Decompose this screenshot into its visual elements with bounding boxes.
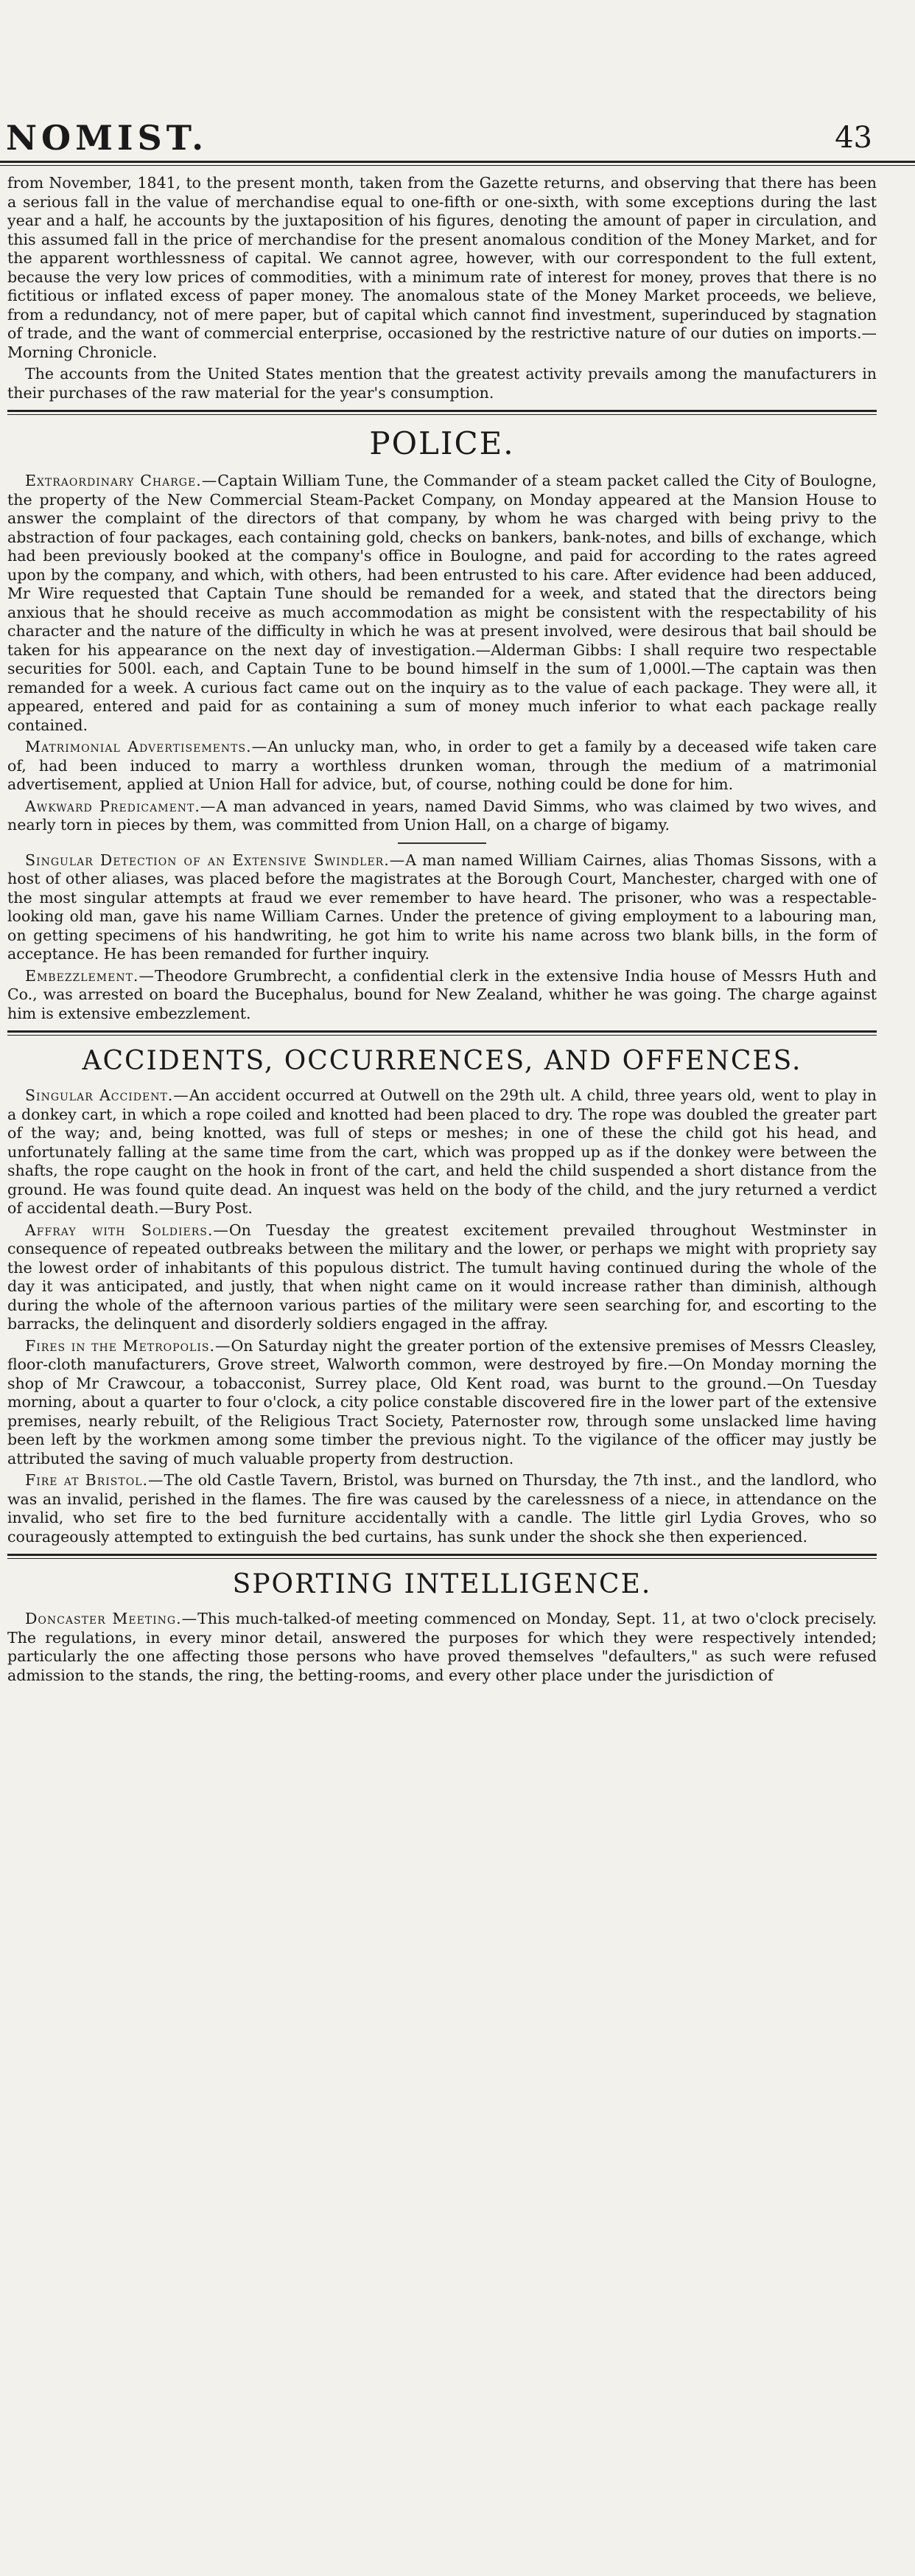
- page-number: 43: [835, 121, 872, 155]
- news-item: [7, 1610, 877, 1685]
- item-body: Theodore Grumbrecht, a confidential clerk in the extensive India house of Messrs Huth and Co., was arrested on board the Bucephalus, bound for New Zealand, whither he was going. The charge against him is extensive embezzlement.: [7, 966, 877, 1022]
- section-title-police: POLICE.: [369, 425, 515, 461]
- item-heading: Awkward Predicament.—: [25, 797, 217, 815]
- item-heading: Extraordinary Charge.—: [25, 472, 218, 489]
- masthead-rule-thin: [0, 165, 915, 166]
- section-divider: [7, 1030, 877, 1036]
- item-heading: Fires in the Metropolis.—: [25, 1336, 231, 1355]
- item-body: On Tuesday the greatest excitement prevailed throughout Westminster in consequence of repeated outbreaks between the military and the lower, or perhaps we might with propriety say the lowest order of inhabitants of this populous district. The tumult having continued during the whole of the day it was anticipated, and justly, that when night came on it would increase rather than diminish, although during the whole of the afternoon various parties of the military were seen searching for, and escorting to the barracks, the delinquent and disorderly soldiers engaged in the affray.: [7, 1221, 877, 1333]
- news-item: [7, 1337, 877, 1469]
- item-heading: Embezzlement.—: [25, 966, 155, 985]
- item-body: A man named William Cairnes, alias Thomas Sissons, with a host of other aliases, was placed before the magistrates at the Borough Court, Manchester, charged with one of the most singular attempts at fraud we ever remember to have heard. The prisoner, who was a respectable-looking old man, gave his name William Carnes. Under the pretence of giving employment to a labouring man, on getting specimens of his handwriting, he got him to write his name across two blank bills, in the form of acceptance. He has been remanded for further inquiry.: [7, 851, 877, 963]
- paper-name: NOMIST.: [6, 118, 208, 158]
- section-divider: [7, 1554, 877, 1559]
- news-item: [7, 851, 877, 964]
- item-heading: Matrimonial Advertisements.—: [25, 738, 268, 755]
- sporting-section: [7, 1610, 877, 1685]
- article-column: [7, 174, 877, 1688]
- item-heading: Fire at Bristol.—: [25, 1471, 164, 1489]
- item-heading: Singular Detection of an Extensive Swindler.—: [25, 851, 406, 869]
- item-body: A man advanced in years, named David Simms, who was claimed by two wives, and nearly torn in pieces by them, was committed from Union Hall, on a charge of bigamy.: [7, 797, 877, 834]
- intro-paragraph: from November, 1841, to the present month, taken from the Gazette returns, and observing that there has been a serious fall in the value of merchandise equal to one-fifth or one-sixth, with some exceptions during the last year and a half, he accounts by the juxtaposition of his figures, denoting the amount of paper in circulation, and this assumed fall in the price of merchandise for the present anomalous condition of the Money Market, and for the apparent worthlessness of capital. We cannot agree, however, with our correspondent to the full extent, because the very low prices of commodities, with a minimum rate of interest for money, proves that there is no fictitious or inflated excess of paper money. The anomalous state of the Money Market proceeds, we believe, from a redundancy, not of mere paper, but of capital which cannot find investment, superinduced by stagnation of trade, and the want of commercial enterprise, occasioned by the restrictive nature of our duties on imports.—Morning Chronicle.: [7, 174, 877, 361]
- intro-paragraph: The accounts from the United States mention that the greatest activity prevails among the manufacturers in their purchases of the raw material for the year's consumption.: [7, 365, 877, 402]
- item-divider: [398, 842, 486, 844]
- item-body: This much-talked-of meeting commenced on Monday, Sept. 11, at two o'clock precisely. The regulations, in every minor detail, answered the purposes for which they were respectively intended; particularly the one affecting those persons who have proved themselves "defaulters," as such were refused admission to the stands, the ring, the betting-rooms, and every other place under the jurisdiction of: [7, 1610, 877, 1684]
- news-item: [7, 967, 877, 1024]
- section-divider: [7, 410, 877, 415]
- item-heading: Doncaster Meeting.—: [25, 1610, 198, 1627]
- police-section: [7, 472, 877, 1023]
- item-body: On Saturday night the greater portion of the extensive premises of Messrs Cleasley, floor-cloth manufacturers, Grove street, Walworth common, were destroyed by fire.—On Monday morning the shop of Mr Crawcour, a tobacconist, Surrey place, Old Kent road, was burnt to the ground.—On Tuesday morning, about a quarter to four o'clock, a city police constable discovered fire in the lower part of the extensive premises, nearly rebuilt, of the Religious Tract Society, Paternoster row, through some unslacked lime having been left by the workmen among some timber the previous night. To the vigilance of the officer may justly be attributed the saving of much valuable property from destruction.: [7, 1336, 877, 1467]
- section-title-accidents: ACCIDENTS, OCCURRENCES, AND OFFENCES.: [82, 1046, 802, 1076]
- section-title-sporting: SPORTING INTELLIGENCE.: [232, 1569, 652, 1599]
- news-item: [7, 797, 877, 835]
- item-body: An accident occurred at Outwell on the 29th ult. A child, three years old, went to play in a donkey cart, in which a rope coiled and knotted had been placed to dry. The rope was doubled the greater part of the way; and, being knotted, was full of steps or meshes; in one of these the child got his head, and unfortunately falling at the same time from the cart, which was propped up as if the donkey were between the shafts, the rope caught on the hook in front of the cart, and held the child suspended a short distance from the ground. He was found quite dead. An inquest was held on the body of the child, and the jury returned a verdict of accidental death.—Bury Post.: [7, 1086, 877, 1217]
- item-body: An unlucky man, who, in order to get a family by a deceased wife taken care of, had been induced to marry a worthless drunken woman, through the medium of a matrimonial advertisement, applied at Union Hall for advice, but, of course, nothing could be done for him.: [7, 738, 877, 793]
- masthead: [0, 118, 915, 162]
- accidents-section: [7, 1086, 877, 1546]
- news-item: [7, 1086, 877, 1218]
- news-item: [7, 1471, 877, 1546]
- item-heading: Affray with Soldiers.—: [25, 1221, 229, 1239]
- news-item: [7, 738, 877, 795]
- item-body: Captain William Tune, the Commander of a steam packet called the City of Boulogne, the property of the New Commercial Steam-Packet Company, on Monday appeared at the Mansion House to answer the complaint of the directors of that company, by whom he was charged with being privy to the abstraction of four packages, each containing gold, checks on bankers, bank-notes, and bills of exchange, which had been previously booked at the company's office in Boulogne, and paid for according to the rates agreed upon by the company, and which, with others, had been entrusted to his care. After evidence had been adduced, Mr Wire requested that Captain Tune should be remanded for a week, and stated that the directors being anxious that he should receive as much accommodation as might be consistent with the respectability of his character and the nature of the difficulty in which he was at present involved, were desirous that bail should be taken for his appearance on the next day of investigation.—Alderman Gibbs: I shall require two respectable securities for 500l. each, and Captain Tune to be bound himself in the sum of 1,000l.—The captain was then remanded for a week. A curious fact came out on the inquiry as to the value of each package. They were all, it appeared, entered and paid for as containing a sum of money much inferior to what each package really contained.: [7, 472, 877, 734]
- item-heading: Singular Accident.—: [25, 1086, 189, 1104]
- news-item: [7, 1221, 877, 1334]
- news-item: [7, 472, 877, 735]
- item-body: The old Castle Tavern, Bristol, was burned on Thursday, the 7th inst., and the landlord, who was an invalid, perished in the flames. The fire was caused by the carelessness of a niece, in attendance on the invalid, who set fire to the bed furniture accidentally with a candle. The little girl Lydia Groves, who so courageously attempted to extinguish the bed curtains, has sunk under the shock she then experienced.: [7, 1471, 877, 1546]
- masthead-rule: [0, 161, 915, 163]
